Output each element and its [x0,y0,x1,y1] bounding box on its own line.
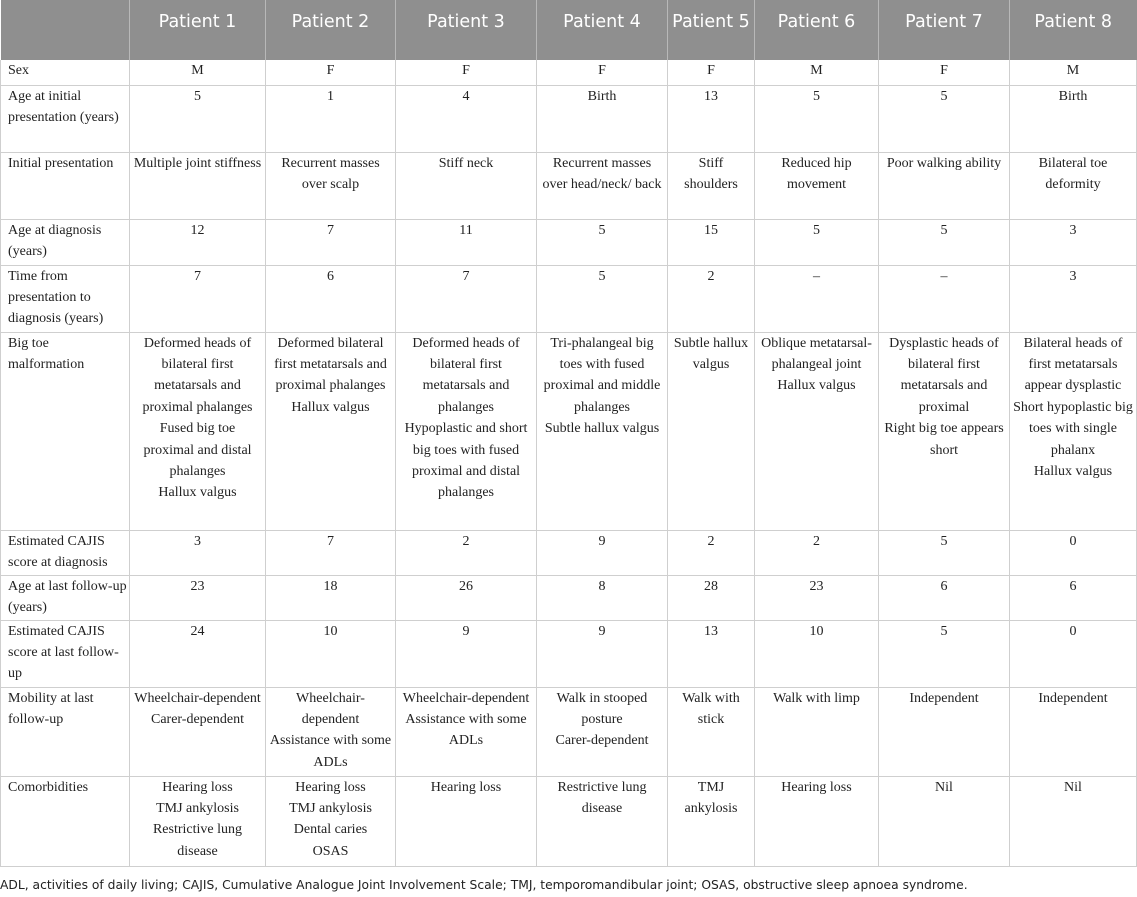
cell: Recurrent masses over scalp [266,152,396,219]
cell: Tri-phalangeal big toes with fused proximal and middle phalanges Subtle hallux valgus [537,332,668,530]
cell: Deformed bilateral first metatarsals and proximal phalanges Hallux valgus [266,332,396,530]
cell: Walk with stick [668,687,755,776]
cell: – [755,265,879,332]
header-patient-8: Patient 8 [1010,0,1137,60]
cell: 7 [266,219,396,265]
cell: Poor walking ability [879,152,1010,219]
cell: Walk with limp [755,687,879,776]
row-time-to-diagnosis [1,265,1137,332]
header-patient-7: Patient 7 [879,0,1010,60]
header-patient-6: Patient 6 [755,0,879,60]
row-label: Age at initial presentation (years) [1,85,130,152]
header-patient-3: Patient 3 [396,0,537,60]
cell: – [879,265,1010,332]
cell: Birth [537,85,668,152]
cell: Bilateral toe deformity [1010,152,1137,219]
cell: F [879,60,1010,85]
cell: 11 [396,219,537,265]
cell: Nil [1010,776,1137,866]
cell: 5 [755,85,879,152]
cell: 5 [130,85,266,152]
cell: 3 [1010,219,1137,265]
cell: 1 [266,85,396,152]
row-label: Estimated CAJIS score at diagnosis [1,530,130,575]
cell: Stiff shoulders [668,152,755,219]
cell: 23 [130,575,266,620]
cell: 13 [668,620,755,687]
cell: F [537,60,668,85]
cell: Wheelchair-dependent Carer-dependent [130,687,266,776]
row-label: Sex [1,60,130,85]
cell: Wheelchair-dependent Assistance with some ADLs [396,687,537,776]
cell: 9 [537,530,668,575]
header-corner [1,0,130,60]
cell: 6 [266,265,396,332]
cell: 9 [537,620,668,687]
row-big-toe-malformation [1,332,1137,530]
row-age-last-follow-up [1,575,1137,620]
cell: Deformed heads of bilateral first metatarsals and proximal phalanges Fused big toe proximal and distal phalanges Hallux valgus [130,332,266,530]
cell: 26 [396,575,537,620]
row-label: Mobility at last follow-up [1,687,130,776]
header-patient-4: Patient 4 [537,0,668,60]
row-mobility [1,687,1137,776]
row-age-at-diagnosis [1,219,1137,265]
row-label: Big toe malformation [1,332,130,530]
cell: 12 [130,219,266,265]
cell: 28 [668,575,755,620]
cell: 7 [266,530,396,575]
cell: 7 [396,265,537,332]
cell: M [130,60,266,85]
cell: 18 [266,575,396,620]
cell: Hearing loss TMJ ankylosis Dental caries OSAS [266,776,396,866]
cell: 5 [879,219,1010,265]
cell: Independent [1010,687,1137,776]
cell: Subtle hallux valgus [668,332,755,530]
cell: 2 [396,530,537,575]
cell: 10 [266,620,396,687]
cell: Wheelchair-dependent Assistance with some ADLs [266,687,396,776]
cell: 0 [1010,530,1137,575]
cell: 10 [755,620,879,687]
row-comorbidities [1,776,1137,866]
cell: Oblique metatarsal-phalangeal joint Hallux valgus [755,332,879,530]
cell: 5 [537,265,668,332]
row-label: Age at diagnosis (years) [1,219,130,265]
cell: 15 [668,219,755,265]
cell: Bilateral heads of first metatarsals appear dysplastic Short hypoplastic big toes with single phalanx Hallux valgus [1010,332,1137,530]
row-label: Comorbidities [1,776,130,866]
cell: 3 [130,530,266,575]
cell: Reduced hip movement [755,152,879,219]
cell: 3 [1010,265,1137,332]
row-sex [1,60,1137,85]
cell: 0 [1010,620,1137,687]
row-initial-presentation [1,152,1137,219]
cell: Multiple joint stiffness [130,152,266,219]
cell: 2 [668,530,755,575]
cell: Dysplastic heads of bilateral first metatarsals and proximal Right big toe appears short [879,332,1010,530]
row-cajis-last-follow-up [1,620,1137,687]
cell: 24 [130,620,266,687]
cell: TMJ ankylosis [668,776,755,866]
cell: Recurrent masses over head/neck/ back [537,152,668,219]
cell: 5 [879,620,1010,687]
cell: 13 [668,85,755,152]
header-patient-1: Patient 1 [130,0,266,60]
cell: Birth [1010,85,1137,152]
row-label: Age at last follow-up (years) [1,575,130,620]
cell: Hearing loss [396,776,537,866]
header-patient-2: Patient 2 [266,0,396,60]
cell: F [668,60,755,85]
row-cajis-at-diagnosis [1,530,1137,575]
cell: F [396,60,537,85]
cell: 4 [396,85,537,152]
row-label: Time from presentation to diagnosis (years) [1,265,130,332]
cell: F [266,60,396,85]
cell: 8 [537,575,668,620]
cell: Deformed heads of bilateral first metatarsals and phalanges Hypoplastic and short big toes with fused proximal and distal phalanges [396,332,537,530]
header-patient-5: Patient 5 [668,0,755,60]
cell: M [1010,60,1137,85]
cell: 6 [1010,575,1137,620]
cell: Stiff neck [396,152,537,219]
cell: 2 [668,265,755,332]
cell: 9 [396,620,537,687]
cell: 5 [755,219,879,265]
table-footnote: ADL, activities of daily living; CAJIS, Cumulative Analogue Joint Involvement Scale; TMJ, temporomandibular joint; OSAS, obstructive sleep apnoea syndrome. [0,878,968,892]
row-label: Estimated CAJIS score at last follow-up [1,620,130,687]
cell: 5 [879,85,1010,152]
cell: 7 [130,265,266,332]
cell: Restrictive lung disease [537,776,668,866]
cell: 5 [879,530,1010,575]
header-row [1,0,1137,60]
cell: M [755,60,879,85]
cell: Hearing loss TMJ ankylosis Restrictive lung disease [130,776,266,866]
cell: 5 [537,219,668,265]
cell: Independent [879,687,1010,776]
cell: Walk in stooped posture Carer-dependent [537,687,668,776]
cell: 6 [879,575,1010,620]
cell: 23 [755,575,879,620]
cell: Nil [879,776,1010,866]
row-label: Initial presentation [1,152,130,219]
cell: 2 [755,530,879,575]
cell: Hearing loss [755,776,879,866]
row-age-initial-presentation [1,85,1137,152]
